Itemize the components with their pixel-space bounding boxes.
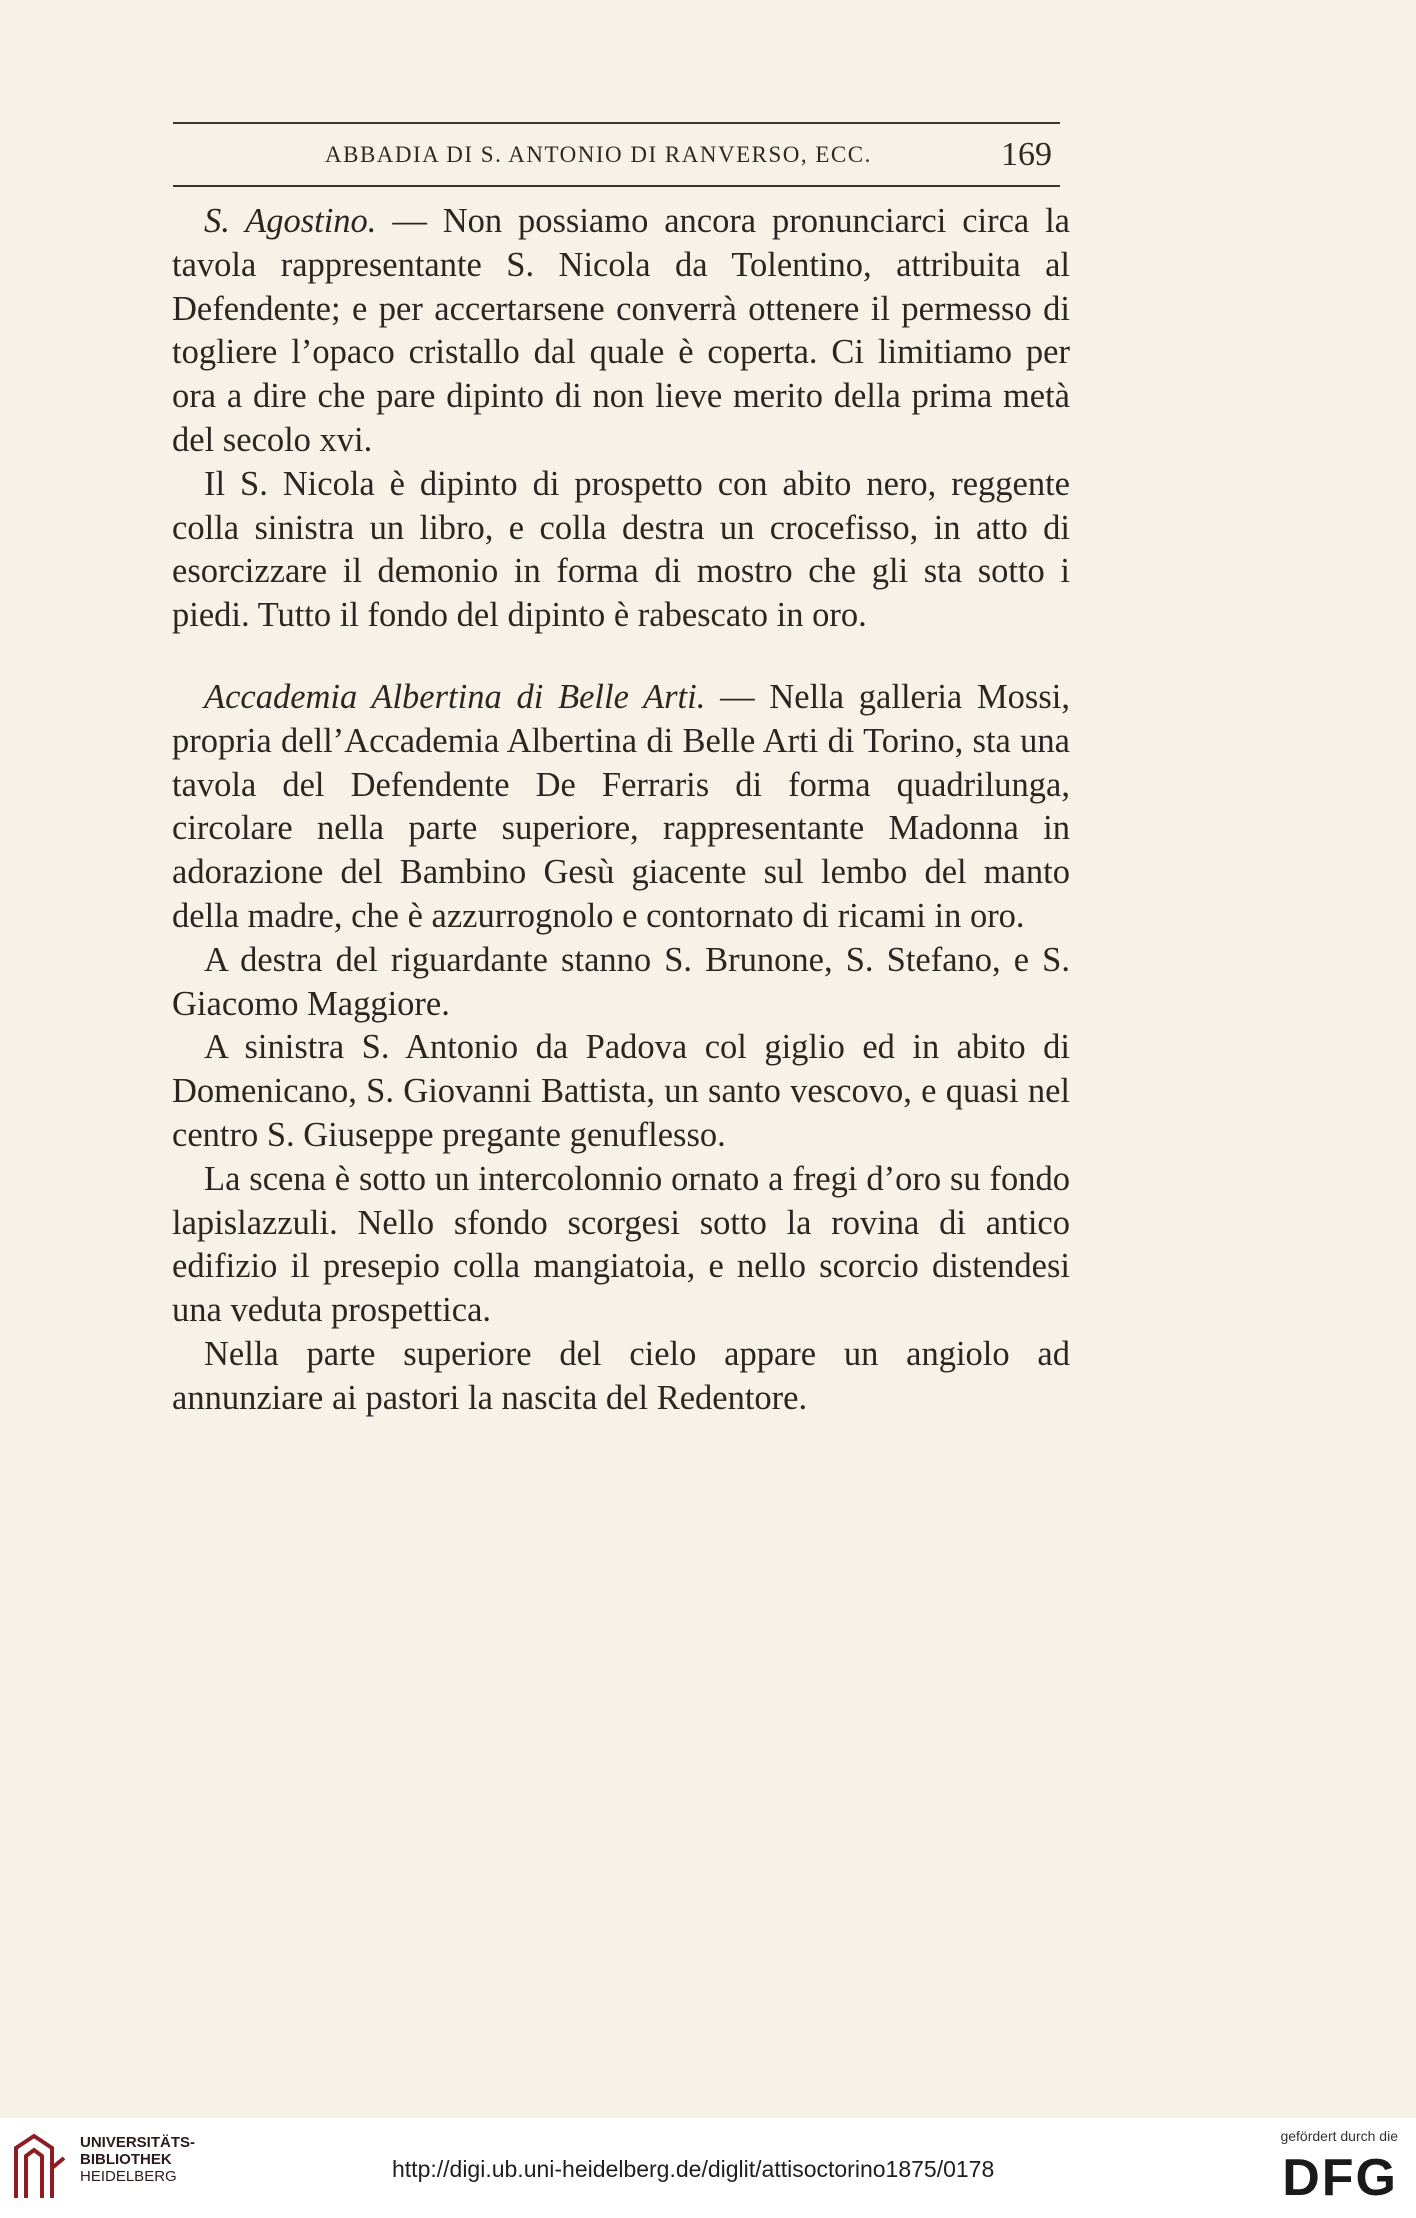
section-heading-accademia: Accademia Albertina di Belle Arti. bbox=[204, 677, 706, 716]
funding-note: gefördert durch die bbox=[1280, 2128, 1398, 2144]
page-number: 169 bbox=[1001, 136, 1052, 173]
paragraph-3 bbox=[172, 676, 1070, 939]
running-head: ABBADIA DI S. ANTONIO DI RANVERSO, ECC. bbox=[325, 142, 872, 167]
section-heading-agostino: S. Agostino. bbox=[204, 202, 377, 240]
paragraph-4: A destra del riguardante stanno S. Brunone, S. Stefano, e S. Giacomo Maggiore. bbox=[172, 940, 1070, 1023]
dfg-logo[interactable]: DFG bbox=[1282, 2149, 1398, 2207]
library-line-2: BIBLIOTHEK bbox=[80, 2151, 172, 2168]
paragraph-1-text: — Non possiamo ancora pronunciarci circa la tavola rappresentante S. Nicola da Tolentino, attribuita al Defendente; e per accertarsene converrà ottenere il permesso di togliere l’opaco cristallo dal quale è coperta. Ci limitiamo per ora a dire che pare dipinto di non lieve merito della prima metà del secolo xvi. bbox=[172, 202, 1070, 459]
body-text bbox=[172, 200, 1070, 1421]
header-rule-bottom bbox=[173, 185, 1060, 187]
library-line-1: UNIVERSITÄTS- bbox=[80, 2134, 196, 2151]
permalink-url[interactable]: http://digi.ub.uni-heidelberg.de/diglit/attisoctorino1875/0178 bbox=[392, 2156, 995, 2182]
page-header bbox=[173, 138, 1060, 178]
digitization-footer bbox=[0, 2118, 1416, 2218]
paragraph-6: La scena è sotto un intercolonnio ornato a fregi d’oro su fondo lapislazzuli. Nello sfondo scorgesi sotto la rovina di antico edifizio il presepio colla mangiatoia, e nello scorcio distendesi una veduta prospettica. bbox=[172, 1159, 1070, 1330]
header-rule-top bbox=[173, 122, 1060, 124]
paragraph-1 bbox=[172, 200, 1070, 463]
heidelberg-library-logo-icon[interactable] bbox=[10, 2128, 70, 2206]
library-line-3: HEIDELBERG bbox=[80, 2168, 177, 2185]
paragraph-3-text: — Nella galleria Mossi, propria dell’Accademia Albertina di Belle Arti di Torino, sta una tavola del Defendente De Ferraris di forma quadrilunga, circolare nella parte superiore, rappresentante Madonna in adorazione del Bambino Gesù giacente sul lembo del manto della madre, che è azzurrognolo e contornato di ricami in oro. bbox=[172, 677, 1070, 935]
library-name bbox=[80, 2134, 195, 2185]
paragraph-7: Nella parte superiore del cielo appare un angiolo ad annunziare ai pastori la nascita del Redentore. bbox=[172, 1334, 1070, 1417]
paragraph-5: A sinistra S. Antonio da Padova col giglio ed in abito di Domenicano, S. Giovanni Battista, un santo vescovo, e quasi nel centro S. Giuseppe pregante genuflesso. bbox=[172, 1028, 1070, 1154]
paragraph-2: Il S. Nicola è dipinto di prospetto con abito nero, reggente colla sinistra un libro, e colla destra un crocefisso, in atto di esorcizzare il demonio in forma di mostro che gli sta sotto i piedi. Tutto il fondo del dipinto è rabescato in oro. bbox=[172, 464, 1070, 635]
